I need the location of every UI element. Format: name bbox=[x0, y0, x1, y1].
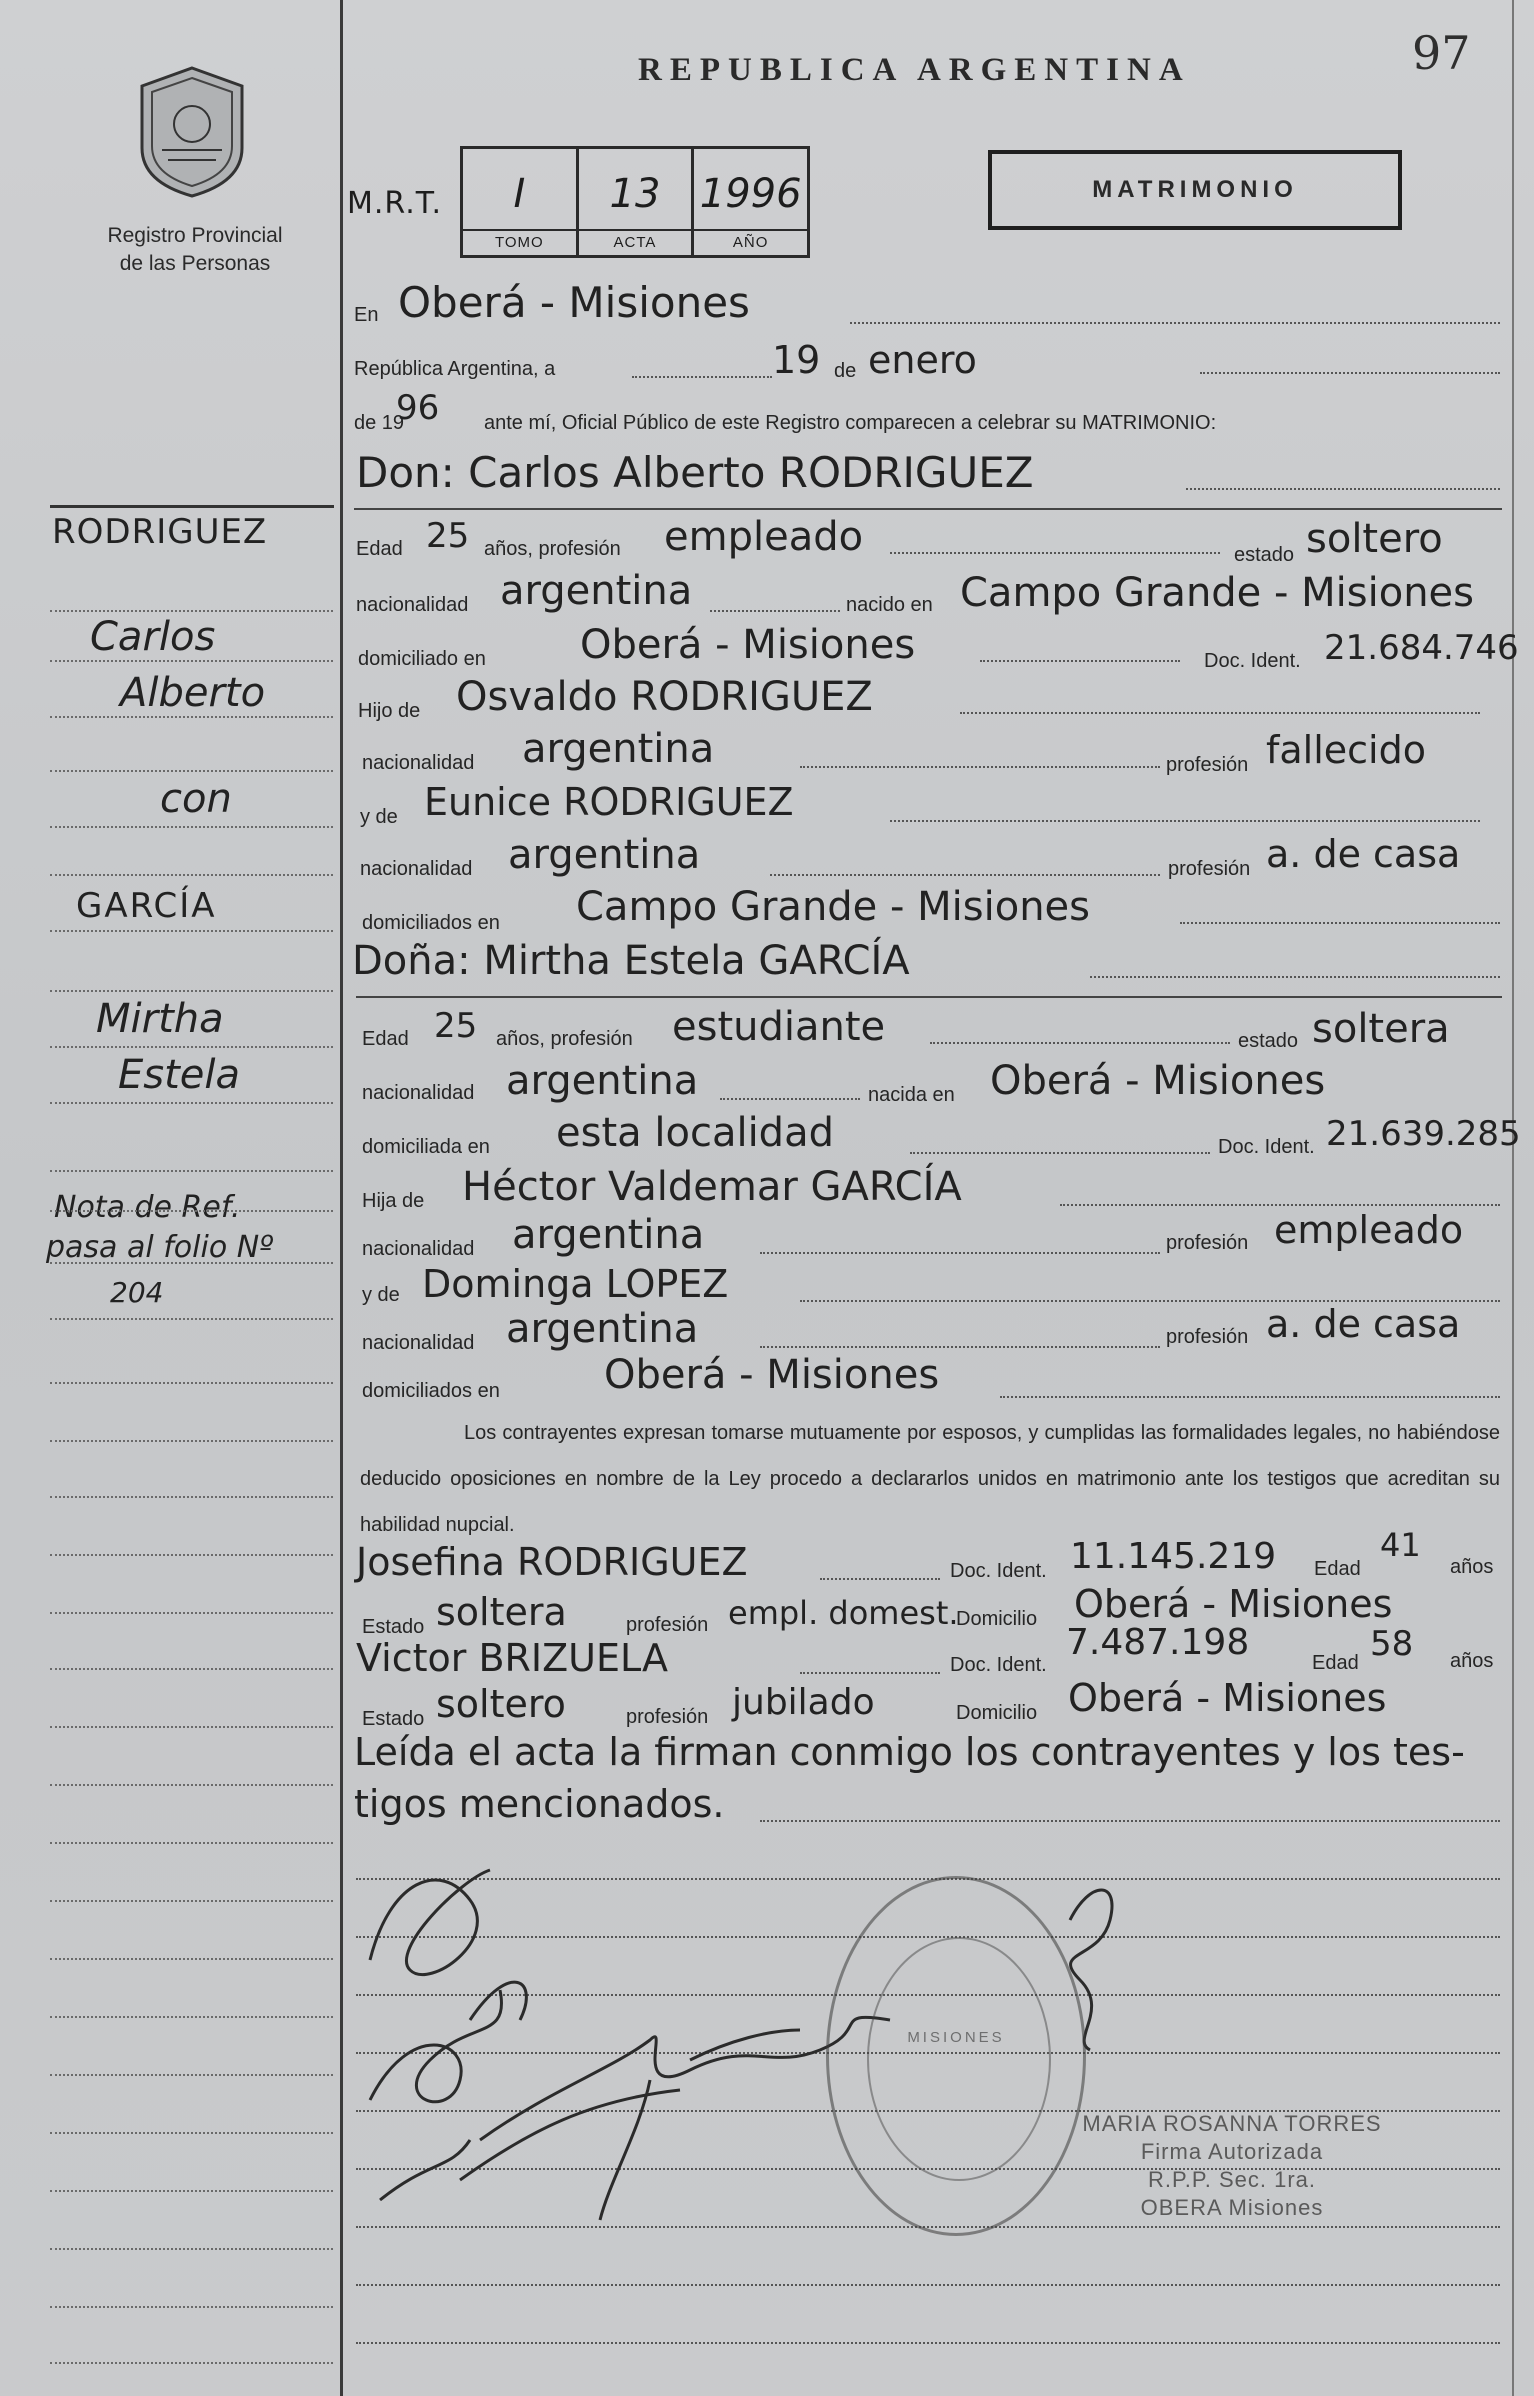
bride-id-label: Doc. Ident. bbox=[1218, 1136, 1315, 1158]
closing-statement-line-1: Leída el acta la firman conmigo los contrayentes y los tes- bbox=[354, 1730, 1465, 1774]
bride-section-rule bbox=[356, 996, 1502, 998]
groom-father-nationality-label: nacionalidad bbox=[362, 752, 475, 774]
bride-father-nationality-label: nacionalidad bbox=[362, 1238, 475, 1260]
bride-father-label: Hija de bbox=[362, 1190, 425, 1212]
witness-1-years-label: años bbox=[1450, 1556, 1494, 1578]
bride-full-name: Doña: Mirtha Estela GARCÍA bbox=[352, 938, 910, 984]
groom-address-label: domiciliado en bbox=[358, 648, 486, 670]
bride-address-label: domiciliada en bbox=[362, 1136, 490, 1158]
groom-nationality: argentina bbox=[500, 568, 693, 614]
witness-1-profession: empl. domest. bbox=[728, 1594, 959, 1632]
groom-mother-profession: a. de casa bbox=[1266, 832, 1461, 876]
record-type-box: MATRIMONIO bbox=[988, 150, 1402, 230]
bride-nationality-line bbox=[720, 1098, 860, 1100]
groom-profession-line bbox=[890, 552, 1220, 554]
margin-groom-surname: RODRIGUEZ bbox=[52, 512, 268, 552]
place-value: Oberá - Misiones bbox=[398, 278, 750, 327]
groom-profession-label: años, profesión bbox=[484, 538, 621, 560]
page-number: 97 bbox=[1412, 26, 1471, 80]
margin-groom-name-2: Alberto bbox=[120, 670, 266, 716]
date-month: enero bbox=[868, 338, 977, 382]
groom-id-label: Doc. Ident. bbox=[1204, 650, 1301, 672]
groom-father-nationality-line bbox=[800, 766, 1160, 768]
witness-2-id: 7.487.198 bbox=[1066, 1622, 1250, 1663]
witness-1-status-label: Estado bbox=[362, 1616, 425, 1638]
groom-address-line bbox=[980, 660, 1180, 662]
groom-mother-profession-label: profesión bbox=[1168, 858, 1251, 880]
witness-1-name: Josefina RODRIGUEZ bbox=[356, 1540, 748, 1584]
witness-2-age: 58 bbox=[1370, 1624, 1414, 1664]
date-prefix: República Argentina, a bbox=[354, 358, 556, 380]
groom-mother-nationality-line bbox=[770, 874, 1160, 876]
witness-2-age-label: Edad bbox=[1312, 1652, 1359, 1674]
place-line bbox=[850, 322, 1500, 324]
bride-mother-nationality-line bbox=[760, 1346, 1160, 1348]
bride-father-line bbox=[1060, 1204, 1500, 1206]
witness-1-profession-label: profesión bbox=[626, 1614, 709, 1636]
witness-2-status: soltero bbox=[436, 1682, 566, 1726]
intro-statement: ante mí, Oficial Público de este Registro comparecen a celebrar su MATRIMONIO: bbox=[484, 412, 1217, 434]
groom-profession: empleado bbox=[664, 514, 864, 560]
witness-1-id-label: Doc. Ident. bbox=[950, 1560, 1047, 1582]
place-label: En bbox=[354, 304, 379, 326]
tomo-caption: TOMO bbox=[463, 229, 576, 255]
bride-mother: Dominga LOPEZ bbox=[422, 1262, 729, 1306]
bride-profession-label: años, profesión bbox=[496, 1028, 633, 1050]
official-seal-text: MISIONES bbox=[907, 2029, 1005, 2046]
bride-parents-address: Oberá - Misiones bbox=[604, 1352, 940, 1398]
witness-2-address: Oberá - Misiones bbox=[1068, 1676, 1387, 1720]
bride-mother-profession-label: profesión bbox=[1166, 1326, 1249, 1348]
official-seal-inner bbox=[867, 1937, 1051, 2181]
groom-section-rule bbox=[354, 508, 1502, 510]
official-name: MARIA ROSANNA TORRES bbox=[1082, 2111, 1382, 2136]
groom-father-profession: fallecido bbox=[1266, 728, 1426, 772]
ano-value: 1996 bbox=[699, 171, 802, 217]
bride-parents-address-label: domiciliados en bbox=[362, 1380, 500, 1402]
date-day-line bbox=[632, 376, 772, 378]
groom-parents-address: Campo Grande - Misiones bbox=[576, 884, 1091, 930]
groom-address: Oberá - Misiones bbox=[580, 622, 916, 668]
groom-father-label: Hijo de bbox=[358, 700, 421, 722]
tomo-cell bbox=[463, 149, 579, 255]
groom-mother-nationality-label: nacionalidad bbox=[360, 858, 473, 880]
groom-full-name: Don: Carlos Alberto RODRIGUEZ bbox=[356, 448, 1034, 497]
registry-label-line-1: Registro Provincial bbox=[107, 224, 283, 247]
witness-2-profession: jubilado bbox=[732, 1682, 875, 1723]
country-title: REPUBLICA ARGENTINA bbox=[638, 52, 1191, 88]
margin-bride-name-2: Estela bbox=[118, 1052, 241, 1098]
mrt-label: M.R.T. bbox=[347, 186, 443, 221]
witness-1-age-label: Edad bbox=[1314, 1558, 1361, 1580]
groom-father-profession-label: profesión bbox=[1166, 754, 1249, 776]
witness-2-name: Victor BRIZUELA bbox=[356, 1636, 669, 1680]
margin-header-rule bbox=[50, 505, 334, 508]
bride-profession: estudiante bbox=[672, 1004, 886, 1050]
bride-mother-nationality: argentina bbox=[506, 1306, 699, 1352]
bride-id: 21.639.285 bbox=[1326, 1114, 1521, 1154]
witness-2-status-label: Estado bbox=[362, 1708, 425, 1730]
groom-age-label: Edad bbox=[356, 538, 403, 560]
official-location: OBERA Misiones bbox=[1140, 2195, 1324, 2220]
witness-1-age: 41 bbox=[1380, 1526, 1421, 1564]
margin-conjunction: con bbox=[160, 776, 232, 822]
groom-father-nationality: argentina bbox=[522, 726, 715, 772]
bride-father-profession-label: profesión bbox=[1166, 1232, 1249, 1254]
groom-mother-nationality: argentina bbox=[508, 832, 701, 878]
groom-father-line bbox=[960, 712, 1480, 714]
acta-caption: ACTA bbox=[579, 229, 692, 255]
groom-age: 25 bbox=[426, 516, 470, 556]
groom-father: Osvaldo RODRIGUEZ bbox=[456, 674, 873, 720]
groom-parents-address-label: domiciliados en bbox=[362, 912, 500, 934]
bride-nationality: argentina bbox=[506, 1058, 699, 1104]
date-month-line bbox=[1200, 372, 1500, 374]
witness-1-status: soltera bbox=[436, 1590, 567, 1634]
bride-nationality-label: nacionalidad bbox=[362, 1082, 475, 1104]
bride-status-label: estado bbox=[1238, 1030, 1299, 1052]
groom-status: soltero bbox=[1306, 516, 1443, 562]
legal-declaration-text: Los contrayentes expresan tomarse mutuamente por esposos, y cumplidas las formalidades legales, no habiéndose deducido oposiciones en nombre de la Ley procedo a declararlos unidos en matrimonio ante los testigos que acreditan su habilidad nupcial. bbox=[360, 1422, 1500, 1536]
acta-cell bbox=[579, 149, 695, 255]
witness-2-id-label: Doc. Ident. bbox=[950, 1654, 1047, 1676]
legal-declaration bbox=[360, 1410, 1500, 1548]
witness-1-address: Oberá - Misiones bbox=[1074, 1582, 1393, 1626]
registry-label-line-2: de las Personas bbox=[119, 252, 271, 275]
acta-value: 13 bbox=[609, 171, 661, 217]
bride-age-label: Edad bbox=[362, 1028, 409, 1050]
groom-nationality-line bbox=[710, 610, 840, 612]
bride-father-profession: empleado bbox=[1274, 1208, 1464, 1252]
bride-status: soltera bbox=[1312, 1006, 1450, 1052]
margin-bride-surname: GARCÍA bbox=[76, 886, 217, 926]
margin-bride-name-1: Mirtha bbox=[96, 996, 224, 1042]
bride-address: esta localidad bbox=[556, 1110, 834, 1156]
registry-label bbox=[60, 222, 330, 278]
year-suffix: 96 bbox=[396, 388, 440, 428]
official-seal bbox=[826, 1876, 1086, 2236]
tomo-value: I bbox=[513, 171, 526, 217]
date-day: 19 bbox=[772, 338, 821, 382]
official-block bbox=[1082, 2110, 1382, 2222]
groom-status-label: estado bbox=[1234, 544, 1295, 566]
groom-parents-address-line bbox=[1180, 922, 1500, 924]
witness-1-name-line bbox=[820, 1578, 940, 1580]
groom-mother: Eunice RODRIGUEZ bbox=[424, 780, 794, 824]
ano-cell bbox=[694, 149, 807, 255]
witness-2-name-line bbox=[800, 1672, 940, 1674]
groom-name-line bbox=[1186, 488, 1500, 490]
bride-birthplace: Oberá - Misiones bbox=[990, 1058, 1326, 1104]
closing-statement-line-2: tigos mencionados. bbox=[354, 1782, 725, 1826]
date-de: de bbox=[834, 360, 857, 382]
bride-father: Héctor Valdemar GARCÍA bbox=[462, 1164, 962, 1210]
witness-2-profession-label: profesión bbox=[626, 1706, 709, 1728]
groom-id: 21.684.746 bbox=[1324, 628, 1519, 668]
groom-mother-label: y de bbox=[360, 806, 398, 828]
bride-parents-address-line bbox=[1000, 1396, 1500, 1398]
witness-1-address-label: Domicilio bbox=[956, 1608, 1038, 1630]
bride-mother-profession: a. de casa bbox=[1266, 1302, 1461, 1346]
record-id-table bbox=[460, 146, 810, 258]
bride-mother-nationality-label: nacionalidad bbox=[362, 1332, 475, 1354]
province-emblem bbox=[132, 64, 252, 200]
bride-father-nationality-line bbox=[760, 1252, 1160, 1254]
bride-age: 25 bbox=[434, 1006, 478, 1046]
margin-divider-left bbox=[340, 0, 343, 2396]
margin-note-line-1: Nota de Ref. bbox=[54, 1190, 241, 1225]
official-title: Firma Autorizada bbox=[1140, 2139, 1324, 2164]
margin-groom-name-1: Carlos bbox=[90, 614, 216, 660]
bride-mother-label: y de bbox=[362, 1284, 400, 1306]
margin-note-line-2: pasa al folio Nº bbox=[46, 1230, 274, 1265]
bride-address-line bbox=[910, 1152, 1210, 1154]
year-prefix: de 19 bbox=[354, 412, 405, 434]
groom-birthplace: Campo Grande - Misiones bbox=[960, 570, 1475, 616]
witness-1-id: 11.145.219 bbox=[1070, 1536, 1277, 1577]
groom-born-label: nacido en bbox=[846, 594, 933, 616]
margin-note-line-3: 204 bbox=[110, 1276, 164, 1309]
bride-father-nationality: argentina bbox=[512, 1212, 705, 1258]
official-office: R.P.P. Sec. 1ra. bbox=[1147, 2167, 1317, 2192]
bride-born-label: nacida en bbox=[868, 1084, 955, 1106]
witness-2-address-label: Domicilio bbox=[956, 1702, 1038, 1724]
groom-mother-line bbox=[890, 820, 1480, 822]
ano-caption: AÑO bbox=[694, 229, 807, 255]
groom-nationality-label: nacionalidad bbox=[356, 594, 469, 616]
page-edge-right bbox=[1512, 0, 1514, 2396]
bride-name-line bbox=[1090, 976, 1500, 978]
bride-profession-line bbox=[930, 1042, 1230, 1044]
witness-2-years-label: años bbox=[1450, 1650, 1494, 1672]
